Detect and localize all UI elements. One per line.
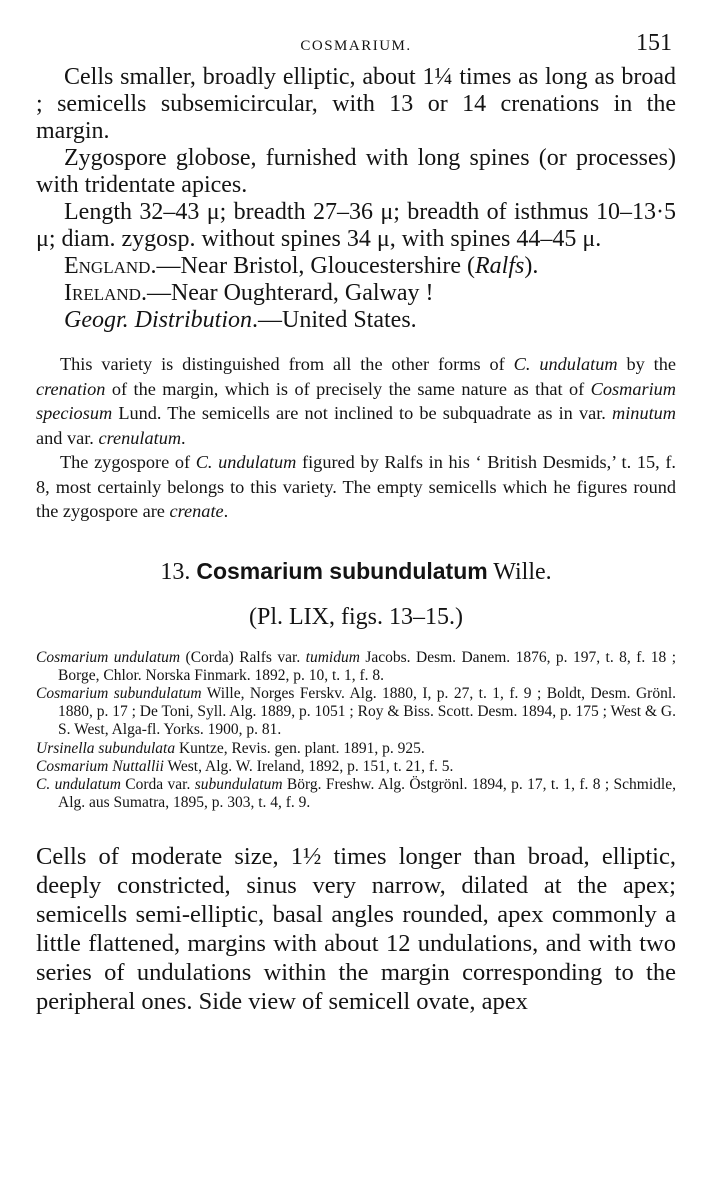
- locality-text: .—Near Oughterard, Galway !: [140, 280, 434, 306]
- italic-run: Cosmarium speciosum: [36, 378, 676, 423]
- citation-text: Jacobs. Desm. Danem. 1876, p. 197, t. 8, f. 18 ; Borge, Chlor. Norska Finmark. 1892, p. 10, t. 1, f. 8.: [58, 648, 677, 684]
- species-description: Cells of moderate size, 1½ times longer than broad, elliptic, deeply constricted, sinus very narrow, dilated at the apex; semicells semi-elliptic, basal angles rounded, apex commonly a little flattened, margins with about 12 undulations, and with two series of undulations within the margin corresponding to the peripheral ones. Side view of semicell ovate, apex: [36, 843, 676, 1016]
- page-number: 151: [636, 30, 672, 56]
- synonym-name: Ursinella subundulata: [36, 739, 176, 757]
- text-run: .: [181, 427, 186, 448]
- locality-ireland: [36, 280, 676, 307]
- measurements-paragraph: Length 32–43 μ; breadth 27–36 μ; breadth of isthmus 10–13·5 μ; diam. zygosp. without spines 34 μ, with spines 44–45 μ.: [36, 199, 676, 252]
- italic-run: C. undulatum: [513, 354, 618, 374]
- remarks-paragraph-2: [36, 450, 676, 524]
- locality-england: [36, 253, 676, 280]
- zygospore-paragraph: Zygospore globose, furnished with long spines (or processes) with tridentate apices.: [36, 145, 676, 198]
- citation-text: (Corda) Ralfs var.: [180, 648, 306, 666]
- italic-run: subundulatum: [194, 775, 283, 793]
- citation-text: West, Alg. W. Ireland, 1892, p. 151, t. 21, f. 5.: [163, 757, 454, 775]
- collector-name: Ralfs: [475, 253, 525, 279]
- text-run: Lund. The semicells are not inclined to be subquadrate as in var.: [112, 403, 613, 423]
- italic-run: tumidum: [305, 648, 360, 666]
- text-run: and var.: [36, 427, 99, 448]
- text-run: figured by Ralfs in his ‘ British Desmids,’ t. 15, f. 8, most certainly belongs to this variety. The empty semicells which he figures round the zygospore are: [36, 452, 677, 521]
- description-paragraph: Cells smaller, broadly elliptic, about 1¼ times as long as broad ; semicells subsemicircular, with 13 or 14 crenations in the margin.: [36, 64, 676, 144]
- text-run: This variety is distinguished from all the other forms of: [60, 354, 514, 374]
- synonym-entry: [36, 776, 676, 812]
- species-author: Wille.: [487, 558, 552, 585]
- synonymy-list: [36, 649, 676, 813]
- italic-run: crenation: [36, 378, 106, 399]
- plate-reference: (Pl. LIX, figs. 13–15.): [249, 603, 463, 630]
- synonym-entry: [36, 758, 676, 776]
- synonym-name: Cosmarium subundulatum: [36, 684, 202, 702]
- book-page: [36, 30, 676, 1016]
- text-run: of the margin, which is of precisely the same nature as that of: [105, 378, 591, 399]
- synonym-entry: [36, 649, 676, 685]
- italic-run: crenate: [169, 501, 224, 521]
- synonym-name: Cosmarium Nuttallii: [36, 757, 164, 775]
- distribution-label: Geogr. Distribution: [64, 307, 253, 333]
- citation-text: Kuntze, Revis. gen. plant. 1891, p. 925.: [175, 739, 425, 757]
- running-head: COSMARIUM.: [300, 38, 412, 54]
- species-number: 13.: [160, 558, 197, 585]
- italic-run: crenulatum: [98, 427, 182, 448]
- country-label: Ireland: [64, 280, 141, 306]
- citation-text: Börg. Freshw. Alg. Östgrönl. 1894, p. 17, t. 1, f. 8 ; Schmidle, Alg. aus Sumatra, 1895, p. 303, t. 4, f. 9.: [58, 775, 676, 812]
- citation-text: Wille, Norges Ferskv. Alg. 1880, I, p. 27, t. 1, f. 9 ; Boldt, Desm. Grönl. 1880, p. 17 ; De Toni, Syll. Alg. 1889, p. 1051 ; Roy & Biss. Scott. Desm. 1894, p. 175 ; West & G. S. West, Alga-fl. Yorks. 1900, p. 81.: [58, 684, 676, 739]
- page-header: [36, 30, 676, 64]
- locality-end: ).: [524, 253, 539, 279]
- text-run: The zygospore of: [60, 452, 196, 472]
- remarks-paragraph-1: [36, 352, 676, 450]
- italic-run: C. undulatum: [195, 452, 297, 472]
- geographic-distribution: [36, 307, 676, 334]
- text-run: .: [223, 501, 229, 521]
- citation-text: Corda var.: [120, 775, 195, 793]
- synonym-entry: [36, 685, 676, 740]
- synonym-entry: [36, 740, 676, 758]
- text-run: by the: [617, 354, 676, 374]
- italic-run: minutum: [612, 403, 676, 423]
- synonym-name: C. undulatum: [36, 775, 121, 793]
- distribution-text: .—United States.: [252, 307, 417, 333]
- synonym-name: Cosmarium undulatum: [36, 648, 181, 666]
- variety-description: [36, 64, 676, 334]
- locality-text: .—Near Bristol, Gloucestershire (: [150, 253, 476, 279]
- remarks: [36, 352, 676, 524]
- species-name: Cosmarium subundulatum: [196, 557, 488, 584]
- species-heading: [36, 558, 676, 586]
- country-label: England: [64, 253, 151, 279]
